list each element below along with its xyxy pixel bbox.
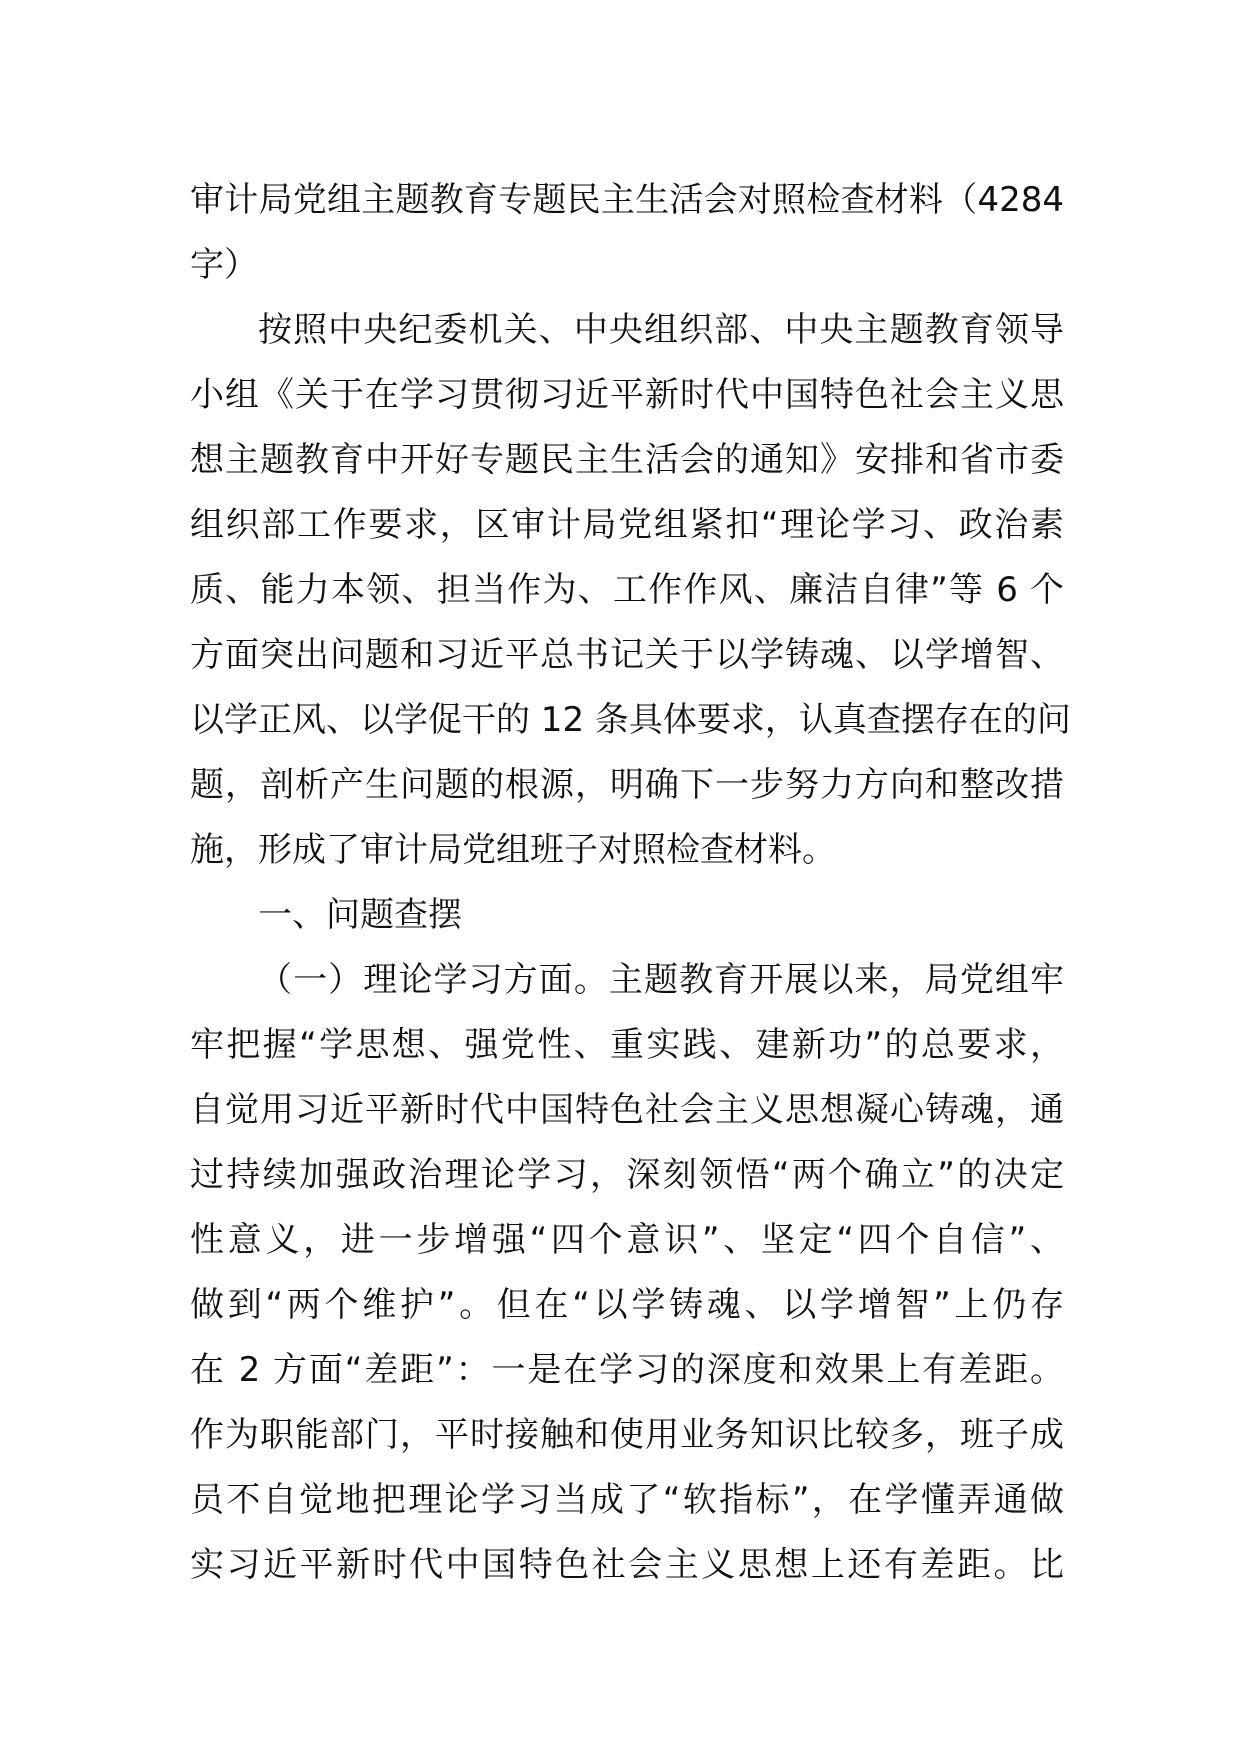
paragraph-line: （一）理论学习方面。主题教育开展以来，局党组牢 <box>258 960 1064 1000</box>
paragraph-line: 性意义，进一步增强“四个意识”、坚定“四个自信”、 <box>190 1220 1064 1260</box>
paragraph-line: 方面突出问题和习近平总书记关于以学铸魂、以学增智、 <box>190 635 1064 675</box>
paragraph-line: 组织部工作要求，区审计局党组紧扣“理论学习、政治素 <box>190 505 1064 545</box>
paragraph-line: 过持续加强政治理论学习，深刻领悟“两个确立”的决定 <box>190 1155 1064 1195</box>
title-line: 字） <box>190 245 258 285</box>
paragraph-line: 牢把握“学思想、强党性、重实践、建新功”的总要求， <box>190 1025 1064 1065</box>
paragraph-line: 施，形成了审计局党组班子对照检查材料。 <box>190 830 836 870</box>
section-heading <box>190 883 1064 948</box>
paragraph-line: 按照中央纪委机关、中央组织部、中央主题教育领导 <box>258 310 1064 350</box>
paragraph-line: 员不自觉地把理论学习当成了“软指标”，在学懂弄通做 <box>190 1480 1064 1520</box>
paragraph-line: 做到“两个维护”。但在“以学铸魂、以学增智”上仍存 <box>190 1285 1064 1325</box>
paragraph-line: 质、能力本领、担当作为、工作作风、廉洁自律”等 6 个 <box>190 570 1064 610</box>
paragraph-line: 题，剖析产生问题的根源，明确下一步努力方向和整改措 <box>190 765 1064 805</box>
paragraph-line: 作为职能部门，平时接触和使用业务知识比较多，班子成 <box>190 1415 1064 1455</box>
paragraph-theory-study <box>190 948 1064 1598</box>
title-line: 审计局党组主题教育专题民主生活会对照检查材料（4284 <box>190 180 1064 220</box>
paragraph-intro <box>190 298 1071 883</box>
heading-line: 一、问题查摆 <box>258 895 462 935</box>
paragraph-line: 自觉用习近平新时代中国特色社会主义思想凝心铸魂，通 <box>190 1090 1064 1130</box>
paragraph-line: 实习近平新时代中国特色社会主义思想上还有差距。比 <box>190 1545 1064 1585</box>
paragraph-line: 小组《关于在学习贯彻习近平新时代中国特色社会主义思 <box>190 375 1064 415</box>
document-title <box>190 168 1064 298</box>
paragraph-line: 想主题教育中开好专题民主生活会的通知》安排和省市委 <box>190 440 1064 480</box>
paragraph-line: 以学正风、以学促干的 12 条具体要求，认真查摆存在的问 <box>190 700 1071 740</box>
document-page <box>190 168 1071 1598</box>
paragraph-line: 在 2 方面“差距”：一是在学习的深度和效果上有差距。 <box>190 1350 1064 1390</box>
